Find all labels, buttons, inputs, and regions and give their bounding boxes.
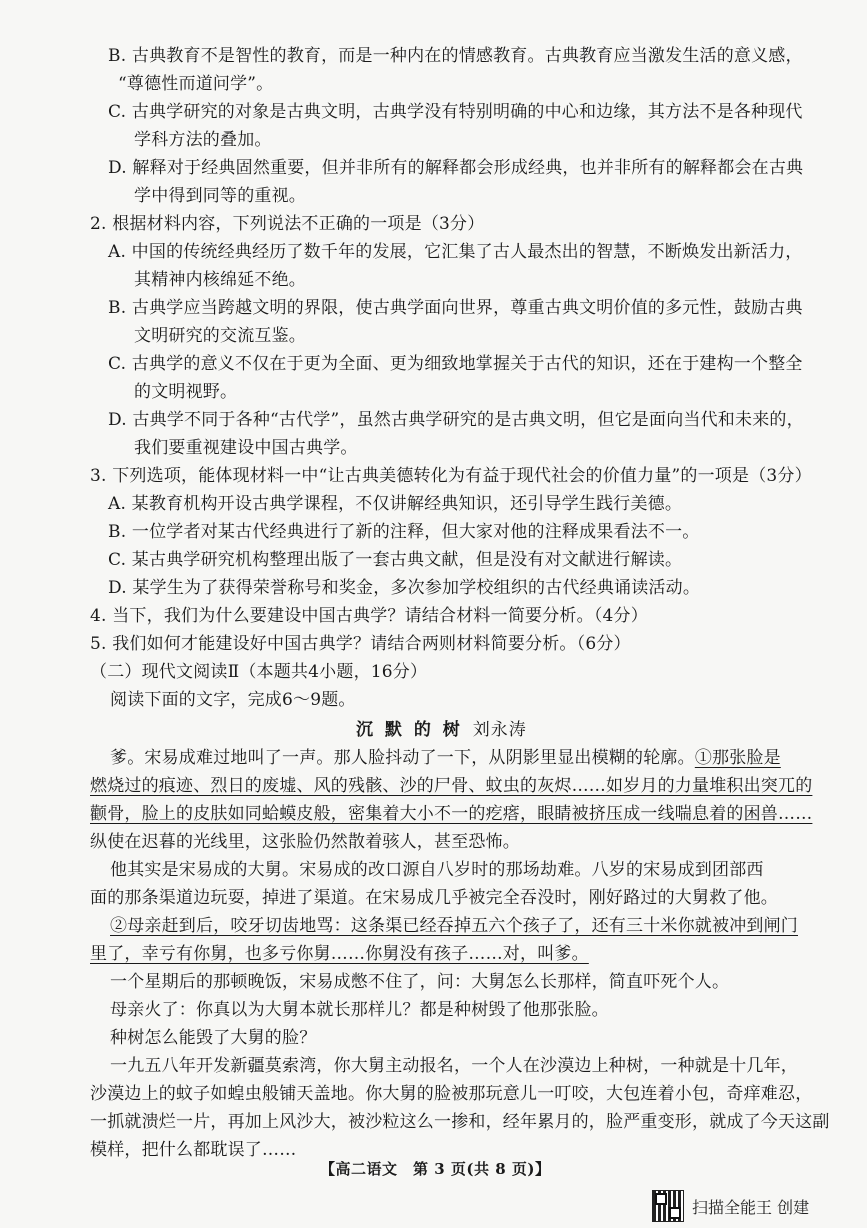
story-p1-line2: 燃烧过的痕迹、烈日的废墟、风的残骸、沙的尸骨、蚊虫的灰烬……如岁月的力量堆积出突兀的 (90, 776, 813, 796)
scanner-watermark (652, 1190, 809, 1222)
q1-option-d-line2: 学中得到同等的重视。 (134, 186, 306, 206)
q2-option-b-line2: 文明研究的交流互鉴。 (134, 326, 306, 346)
story-p3-line1: ②母亲赶到后，咬牙切齿地骂：这条渠已经吞掉五六个孩子了，还有三十米你就被冲到闸门 (110, 916, 798, 936)
q2-option-a-line2: 其精神内核绵延不绝。 (134, 270, 306, 290)
story-p7-line2: 沙漠边上的蚊子如蝗虫般铺天盖地。你大舅的脸被那玩意儿一叮咬，大包连着小包，奇痒难忍， (90, 1084, 813, 1104)
q5-stem: 5. 我们如何才能建设好中国古典学？请结合两则材料简要分析。（6分） (90, 634, 631, 654)
page-footer: 【高二语文 第 3 页(共 8 页)】 (320, 1160, 551, 1178)
q2-option-d-line2: 我们要重视建设中国古典学。 (134, 438, 358, 458)
story-p7-line1: 一九五八年开发新疆莫索湾，你大舅主动报名，一个人在沙漠边上种树，一种就是十几年， (110, 1056, 798, 1076)
q3-stem: 3. 下列选项，能体现材料一中“让古典美德转化为有益于现代社会的价值力量”的一项是（3分） (90, 466, 812, 486)
q1-option-b-line1: B. 古典教育不是智性的教育，而是一种内在的情感教育。古典教育应当激发生活的意义感， (108, 46, 803, 66)
story-p7-line3: 一抓就溃烂一片，再加上风沙大，被沙粒这么一掺和，经年累月的，脸严重变形，就成了今天这副 (90, 1112, 830, 1132)
story-p7-line4: 模样，把什么都耽误了…… (90, 1140, 297, 1160)
story-title-text: 沉 默 的 树 (356, 720, 463, 740)
story-author: 刘永涛 (472, 720, 527, 740)
q2-option-c-line2: 的文明视野。 (134, 382, 238, 402)
story-p1-line1-text: 爹。宋易成难过地叫了一声。那人脸抖动了一下，从阴影里显出模糊的轮廓。 (110, 748, 695, 768)
story-p3-line2: 里了，幸亏有你舅，也多亏你舅……你舅没有孩子……对，叫爹。 (90, 944, 589, 964)
q3-option-c: C. 某古典学研究机构整理出版了一套古典文献，但是没有对文献进行解读。 (108, 550, 683, 570)
section-heading: （二）现代文阅读Ⅱ（本题共4小题，16分） (90, 662, 428, 682)
q2-stem: 2. 根据材料内容，下列说法不正确的一项是（3分） (90, 214, 485, 234)
q3-option-b: B. 一位学者对某古代经典进行了新的注释，但大家对他的注释成果看法不一。 (108, 522, 700, 542)
story-p6: 种树怎么能毁了大舅的脸？ (110, 1028, 317, 1048)
story-p2-line1: 他其实是宋易成的大舅。宋易成的改口源自八岁时的那场劫难。八岁的宋易成到团部西 (110, 860, 764, 880)
underlined-sentence-1-start: ①那张脸是 (694, 748, 781, 768)
q4-stem: 4. 当下，我们为什么要建设中国古典学？请结合材料一简要分析。（4分） (90, 606, 648, 626)
q2-option-d-line1: D. 古典学不同于各种“古代学”，虽然古典学研究的是古典文明，但它是面向当代和未来的， (108, 410, 804, 430)
story-p1-line1 (110, 746, 781, 770)
reading-instruction: 阅读下面的文字，完成6～9题。 (110, 690, 356, 710)
story-p1-line3: 颧骨，脸上的皮肤如同蛤蟆皮般，密集着大小不一的疙瘩，眼睛被挤压成一线喘息着的困兽…… (90, 804, 813, 824)
qr-code-icon (652, 1190, 684, 1222)
story-p2-line2: 面的那条渠道边玩耍，掉进了渠道。在宋易成几乎被完全吞没时，刚好路过的大舅救了他。 (90, 888, 778, 908)
q2-option-b-line1: B. 古典学应当跨越文明的界限，使古典学面向世界，尊重古典文明价值的多元性，鼓励古典 (108, 298, 803, 318)
q1-option-c-line1: C. 古典学研究的对象是古典文明，古典学没有特别明确的中心和边缘，其方法不是各种现代 (108, 102, 803, 122)
q1-option-b-line2: “尊德性而道问学”。 (118, 74, 274, 94)
q3-option-a: A. 某教育机构开设古典学课程，不仅讲解经典知识，还引导学生践行美德。 (108, 494, 683, 514)
q3-option-d: D. 某学生为了获得荣誉称号和奖金，多次参加学校组织的古代经典诵读活动。 (108, 578, 701, 598)
story-p4: 一个星期后的那顿晚饭，宋易成憋不住了，问：大舅怎么长那样，简直吓死个人。 (110, 972, 730, 992)
story-p1-line4: 纵使在迟暮的光线里，这张脸仍然散着骇人，甚至恐怖。 (90, 832, 520, 852)
scanner-label: 扫描全能王 创建 (692, 1197, 810, 1217)
q1-option-d-line1: D. 解释对于经典固然重要，但并非所有的解释都会形成经典，也并非所有的解释都会在古典 (108, 158, 804, 178)
q2-option-c-line1: C. 古典学的意义不仅在于更为全面、更为细致地掌握关于古代的知识，还在于建构一个整全 (108, 354, 803, 374)
story-p5: 母亲火了：你真以为大舅本就长那样儿？都是种树毁了他那张脸。 (110, 1000, 609, 1020)
q1-option-c-line2: 学科方法的叠加。 (134, 130, 272, 150)
q2-option-a-line1: A. 中国的传统经典经历了数千年的发展，它汇集了古人最杰出的智慧，不断焕发出新活力， (108, 242, 803, 262)
story-title (356, 718, 527, 742)
